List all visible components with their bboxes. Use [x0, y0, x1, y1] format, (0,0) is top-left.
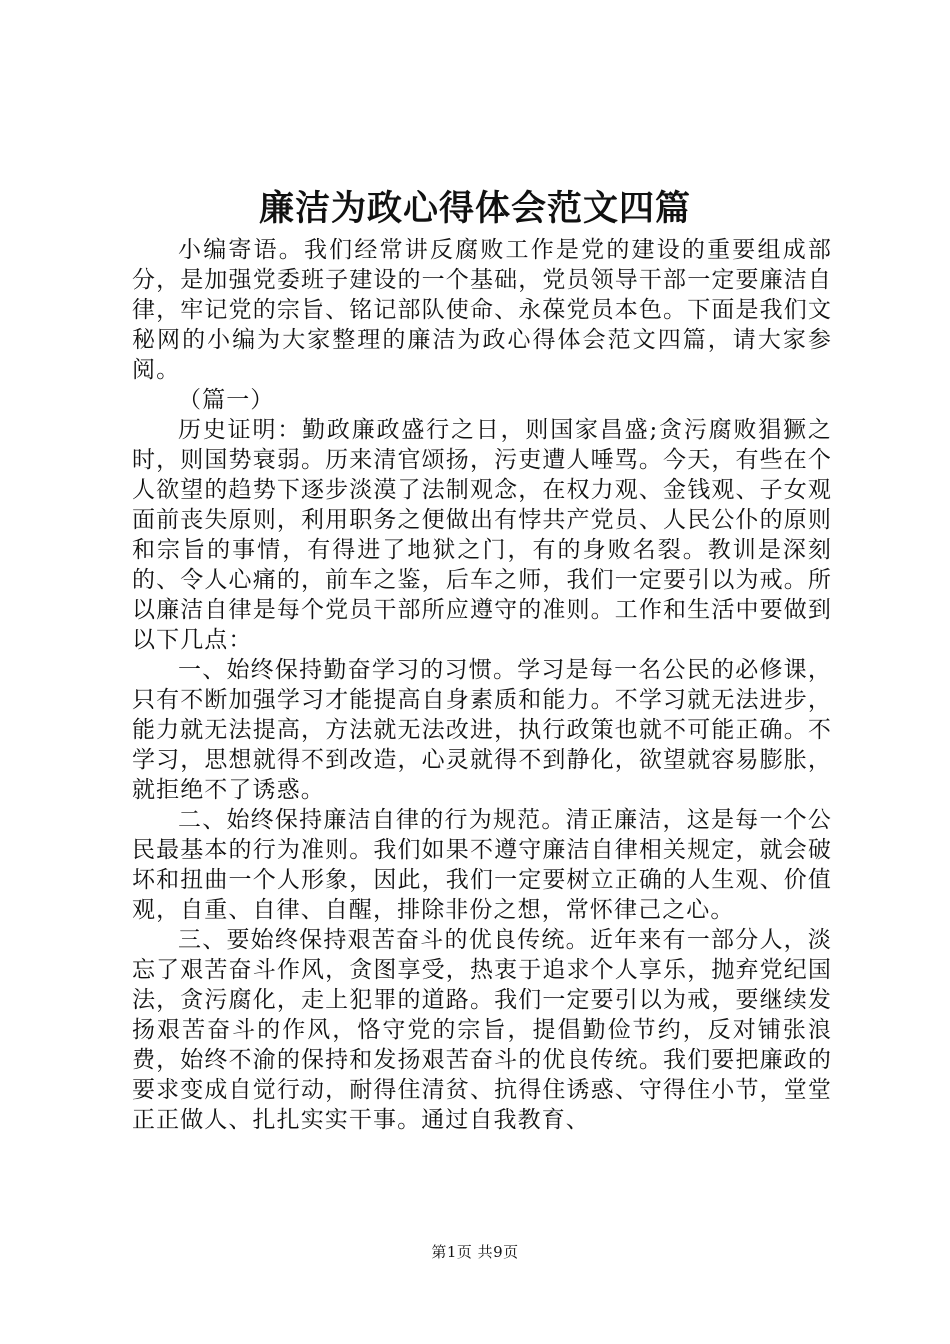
- section-heading-part-one: （篇一）: [178, 387, 275, 413]
- paragraph-point-three: 三、要始终保持艰苦奋斗的优良传统。近年来有一部分人，淡忘了艰苦奋斗作风，贪图享受，热衷于追求个人享乐，抛弃党纪国法，贪污腐化，走上犯罪的道路。我们一定要引以为戒，要继续发扬艰苦奋斗的作风，恪守党的宗旨，提倡勤俭节约，反对铺张浪费，始终不渝的保持和发扬艰苦奋斗的优良传统。我们要把廉政的要求变成自觉行动，耐得住清贫、抗得住诱惑、守得住小节，堂堂正正做人、扎扎实实干事。通过自我教育、: [132, 927, 832, 1133]
- paragraph-intro: 小编寄语。我们经常讲反腐败工作是党的建设的重要组成部分，是加强党委班子建设的一个基础，党员领导干部一定要廉洁自律，牢记党的宗旨、铭记部队使命、永葆党员本色。下面是我们文秘网的小编为大家整理的廉洁为政心得体会范文四篇，请大家参阅。: [132, 237, 832, 383]
- paragraph-point-one: 一、始终保持勤奋学习的习惯。学习是每一名公民的必修课，只有不断加强学习才能提高自身素质和能力。不学习就无法进步，能力就无法提高，方法就无法改进，执行政策也就不可能正确。不学习，思想就得不到改造，心灵就得不到静化，欲望就容易膨胀，就拒绝不了诱惑。: [132, 657, 832, 803]
- paragraph-point-two: 二、始终保持廉洁自律的行为规范。清正廉洁，这是每一个公民最基本的行为准则。我们如果不遵守廉洁自律相关规定，就会破坏和扭曲一个人形象，因此，我们一定要树立正确的人生观、价值观，自重、自律、自醒，排除非份之想，常怀律己之心。: [132, 807, 832, 923]
- page-number-footer: 第1页 共9页: [431, 1243, 519, 1261]
- paragraph-history: 历史证明：勤政廉政盛行之日，则国家昌盛;贪污腐败猖獗之时，则国势衰弱。历来清官颂扬，污吏遭人唾骂。今天，有些在个人欲望的趋势下逐步淡漠了法制观念，在权力观、金钱观、子女观面前丧失原则，利用职务之便做出有悖共产党员、人民公仆的原则和宗旨的事情，有得进了地狱之门，有的身败名裂。教训是深刻的、令人心痛的，前车之鉴，后车之师，我们一定要引以为戒。所以廉洁自律是每个党员干部所应遵守的准则。工作和生活中要做到以下几点：: [132, 417, 832, 653]
- document-body: [132, 235, 832, 1135]
- document-title: 廉洁为政心得体会范文四篇: [258, 188, 691, 229]
